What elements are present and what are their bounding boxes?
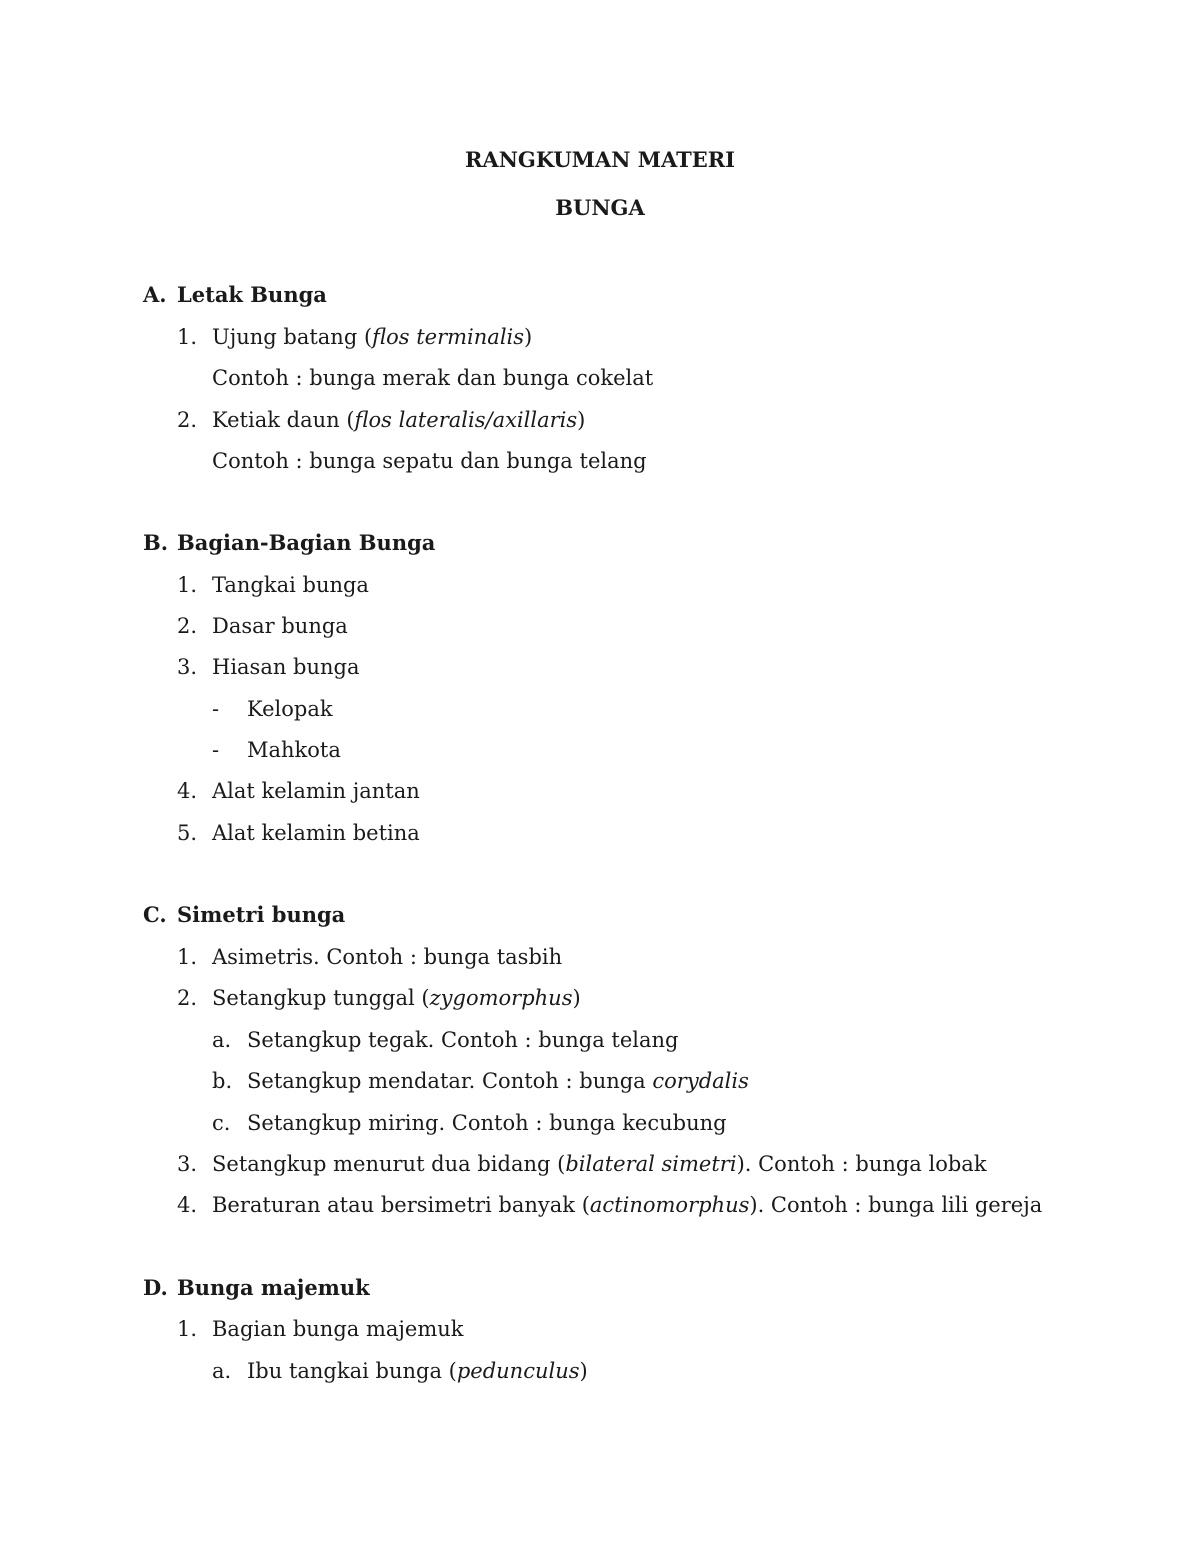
list-item-text: Hiasan bunga bbox=[212, 655, 360, 679]
list-item-text: Ujung batang (flos terminalis) bbox=[212, 325, 533, 349]
list-item-text: Tangkai bunga bbox=[212, 573, 369, 597]
section-c-marker: C. bbox=[143, 902, 167, 927]
list-item-text: Asimetris. Contoh : bunga tasbih bbox=[212, 945, 563, 969]
list-item-text: Bagian bunga majemuk bbox=[212, 1317, 464, 1341]
list-item-marker: 4. bbox=[177, 779, 198, 803]
section-b-marker: B. bbox=[143, 530, 169, 555]
list-item-marker: 2. bbox=[177, 408, 198, 432]
list-item-marker: 1. bbox=[177, 325, 198, 349]
sublist-item-text: Mahkota bbox=[247, 738, 341, 762]
list-item-marker: 2. bbox=[177, 614, 198, 638]
list-item-marker: 3. bbox=[177, 1152, 198, 1176]
sublist-item-marker: c. bbox=[212, 1111, 231, 1135]
list-item-text: Setangkup menurut dua bidang (bilateral simetri). Contoh : bunga lobak bbox=[212, 1152, 987, 1176]
sublist-dash: - bbox=[212, 697, 220, 721]
sublist-item-marker: b. bbox=[212, 1069, 233, 1093]
list-item-text: Alat kelamin betina bbox=[212, 821, 420, 845]
list-item-text: Setangkup tunggal (zygomorphus) bbox=[212, 986, 581, 1010]
sublist-dash: - bbox=[212, 738, 220, 762]
sublist-item-text: Setangkup tegak. Contoh : bunga telang bbox=[247, 1028, 679, 1052]
document-title: RANGKUMAN MATERI bbox=[464, 147, 736, 172]
list-item-text: Ketiak daun (flos lateralis/axillaris) bbox=[212, 408, 586, 432]
document-subtitle: BUNGA bbox=[555, 195, 645, 220]
section-b-heading: Bagian-Bagian Bunga bbox=[177, 530, 436, 555]
list-item-marker: 5. bbox=[177, 821, 198, 845]
list-item-marker: 1. bbox=[177, 1317, 198, 1341]
section-d-heading: Bunga majemuk bbox=[177, 1275, 370, 1300]
example-text: Contoh : bunga sepatu dan bunga telang bbox=[212, 449, 647, 473]
example-text: Contoh : bunga merak dan bunga cokelat bbox=[212, 366, 654, 390]
section-d-marker: D. bbox=[143, 1275, 168, 1300]
list-item-marker: 1. bbox=[177, 573, 198, 597]
sublist-item-text: Setangkup miring. Contoh : bunga kecubung bbox=[247, 1111, 727, 1135]
sublist-item-text: Kelopak bbox=[247, 697, 333, 721]
section-c-heading: Simetri bunga bbox=[177, 902, 346, 927]
list-item-marker: 2. bbox=[177, 986, 198, 1010]
list-item-text: Beraturan atau bersimetri banyak (actinomorphus). Contoh : bunga lili gereja bbox=[212, 1193, 1043, 1217]
list-item-text: Dasar bunga bbox=[212, 614, 348, 638]
sublist-item-marker: a. bbox=[212, 1359, 232, 1383]
sublist-item-marker: a. bbox=[212, 1028, 232, 1052]
list-item-marker: 4. bbox=[177, 1193, 198, 1217]
section-a-heading: Letak Bunga bbox=[177, 282, 327, 307]
section-a-marker: A. bbox=[143, 282, 167, 307]
sublist-item-text: Setangkup mendatar. Contoh : bunga corydalis bbox=[247, 1069, 749, 1093]
list-item-text: Alat kelamin jantan bbox=[212, 779, 420, 803]
sublist-item-text: Ibu tangkai bunga (pedunculus) bbox=[247, 1359, 588, 1383]
list-item-marker: 1. bbox=[177, 945, 198, 969]
list-item-marker: 3. bbox=[177, 655, 198, 679]
